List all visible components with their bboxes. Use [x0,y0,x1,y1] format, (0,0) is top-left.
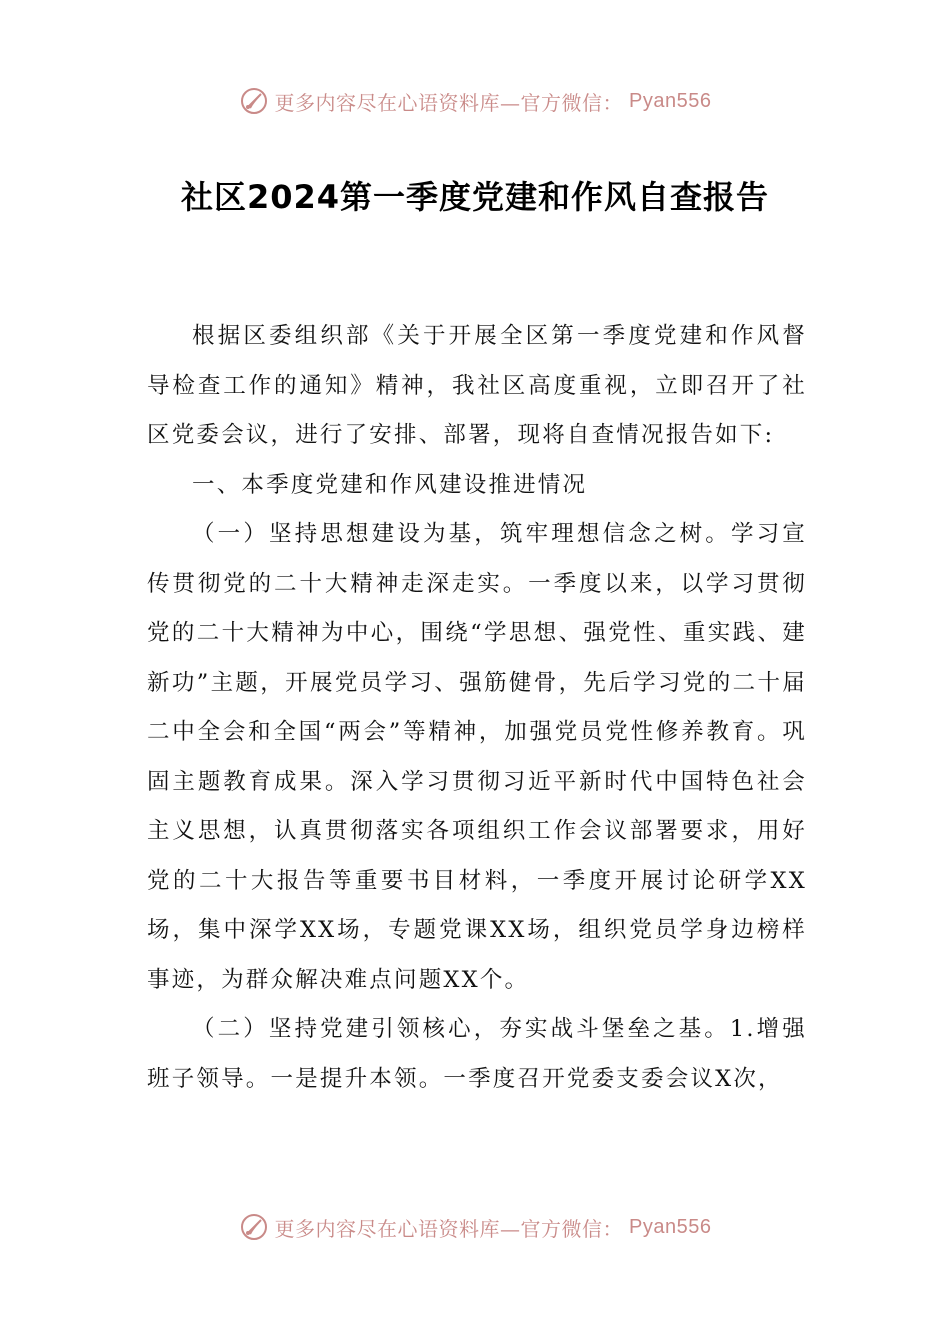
header-wechat-id: Pyan556 [629,89,712,112]
header-watermark-text: 更多内容尽在心语资料库—官方微信： [274,90,624,115]
paragraph-section-1-2: （二）坚持党建引领核心，夯实战斗堡垒之基。1.增强班子领导。一是提升本领。一季度召开党委支委会议X次， [147,1016,807,1092]
footer-watermark [0,1212,950,1242]
document-title: 社区2024第一季度党建和作风自查报告 [180,178,770,216]
quill-logo-icon [239,86,269,116]
header-watermark [0,86,950,116]
paragraph-intro: 根据区委组织部《关于开展全区第一季度党建和作风督导检查工作的通知》精神，我社区高度重视，立即召开了社区党委会议，进行了安排、部署，现将自查情况报告如下: [147,323,807,448]
footer-watermark-text: 更多内容尽在心语资料库—官方微信： [274,1216,624,1241]
quill-logo-icon [239,1212,269,1242]
section-heading-1: 一、本季度党建和作风建设推进情况 [192,471,588,498]
document-body [147,312,807,1104]
footer-wechat-id: Pyan556 [629,1215,712,1238]
paragraph-section-1-1: （一）坚持思想建设为基，筑牢理想信念之树。学习宣传贯彻党的二十大精神走深走实。一季度以来，以学习贯彻党的二十大精神为中心，围绕“学思想、强党性、重实践、建新功”主题，开展党员学习、强筋健骨，先后学习党的二十届二中全会和全国“两会”等精神，加强党员党性修养教育。巩固主题教育成果。深入学习贯彻习近平新时代中国特色社会主义思想，认真贯彻落实各项组织工作会议部署要求，用好党的二十大报告等重要书目材料，一季度开展讨论研学XX场，集中深学XX场，专题党课XX场，组织党员学身边榜样事迹，为群众解决难点问题XX个。 [147,521,807,993]
